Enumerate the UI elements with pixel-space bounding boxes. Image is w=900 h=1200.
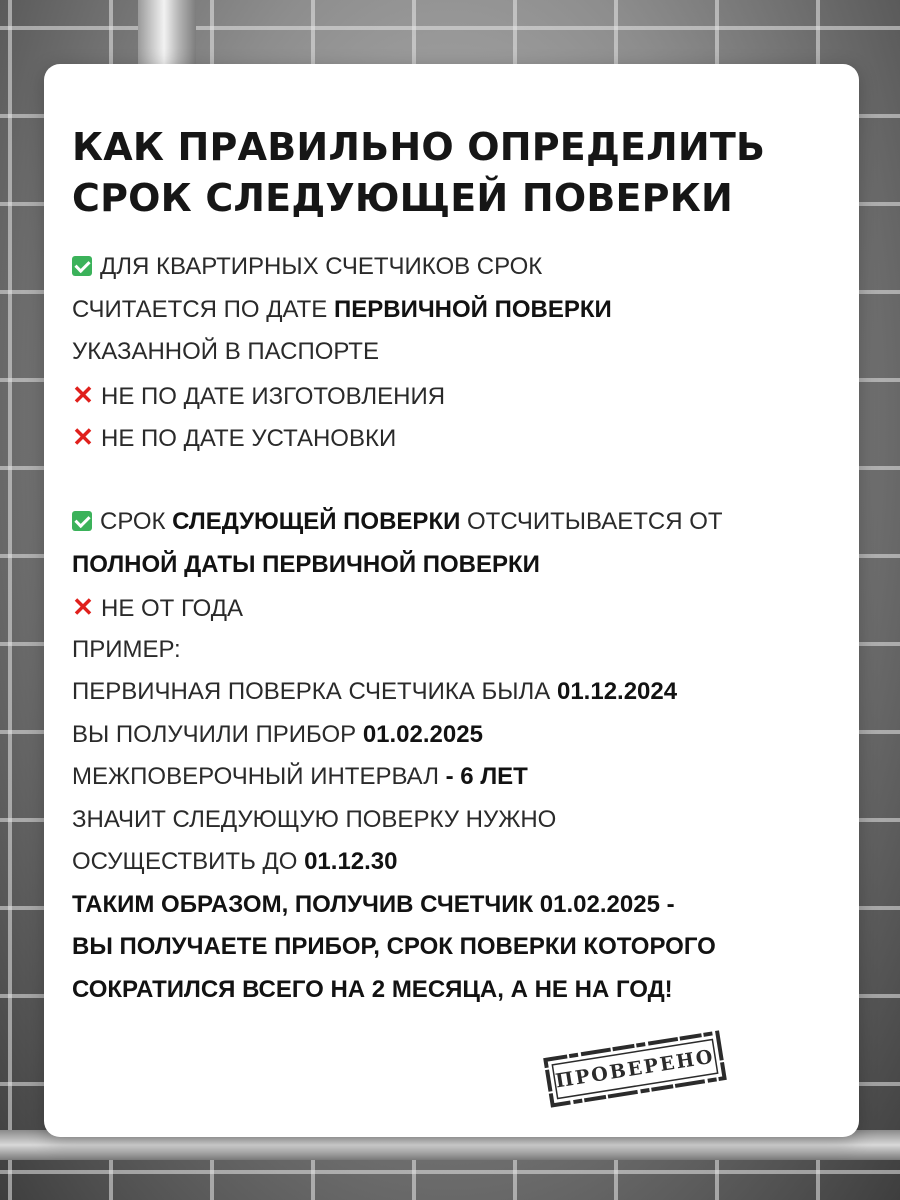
bold-segment: ПЕРВИЧНОЙ ПОВЕРКИ — [333, 295, 612, 323]
bold-segment: 01.12.2024 — [556, 678, 678, 705]
text-line: ПРИМЕР: — [72, 635, 181, 663]
text-line — [72, 586, 852, 629]
cross-icon: ✕ — [72, 422, 94, 452]
text-segment: ОТСЧИТЫВАЕТСЯ ОТ — [460, 508, 723, 535]
bold-segment: 01.02.2025 — [362, 720, 483, 748]
text-segment: ДЛЯ КВАРТИРНЫХ СЧЕТЧИКОВ СРОК — [100, 253, 543, 280]
text-segment: НЕ ОТ ГОДА — [101, 595, 244, 622]
text-line — [72, 756, 852, 799]
bold-segment: 01.12.30 — [304, 848, 398, 875]
check-icon — [72, 511, 92, 531]
title-line-1: КАК ПРАВИЛЬНО ОПРЕДЕЛИТЬ — [72, 125, 766, 169]
text-line: УКАЗАННОЙ В ПАСПОРТЕ — [72, 338, 379, 365]
bold-segment: СЛЕДУЮЩЕЙ ПОВЕРКИ — [172, 508, 461, 535]
text-line — [72, 671, 852, 714]
text-line: ЗНАЧИТ СЛЕДУЮЩУЮ ПОВЕРКУ НУЖНО — [72, 805, 557, 833]
text-line — [72, 501, 852, 544]
text-line: ТАКИМ ОБРАЗОМ, ПОЛУЧИВ СЧЕТЧИК 01.02.2025 - — [72, 890, 675, 918]
text-segment: СЧИТАЕТСЯ ПО ДАТЕ — [72, 295, 334, 323]
text-segment: ВЫ ПОЛУЧИЛИ ПРИБОР — [72, 720, 363, 748]
text-segment: ОСУЩЕСТВИТЬ ДО — [72, 848, 305, 875]
text-segment: ПЕРВИЧНАЯ ПОВЕРКА СЧЕТЧИКА БЫЛА — [72, 678, 557, 705]
cross-icon: ✕ — [72, 379, 94, 410]
text-segment: СРОК — [100, 508, 173, 535]
text-segment: НЕ ПО ДАТЕ ИЗГОТОВЛЕНИЯ — [101, 382, 446, 410]
pipe-decoration — [138, 0, 196, 70]
text-line: СОКРАТИЛСЯ ВСЕГО НА 2 МЕСЯЦА, А НЕ НА ГОД! — [72, 975, 673, 1003]
text-segment: НЕ ПО ДАТЕ УСТАНОВКИ — [101, 425, 397, 452]
cross-icon: ✕ — [72, 592, 94, 622]
text-line — [72, 374, 852, 417]
text-line — [72, 246, 852, 289]
title-line-2: СРОК СЛЕДУЮЩЕЙ ПОВЕРКИ — [72, 176, 733, 220]
text-line — [72, 714, 852, 757]
text-line — [72, 841, 852, 884]
check-icon — [72, 256, 92, 276]
text-segment: МЕЖПОВЕРОЧНЫЙ ИНТЕРВАЛ — [72, 763, 446, 790]
stamp-text: ПРОВЕРЕНО — [553, 1045, 717, 1093]
text-line — [72, 416, 852, 459]
text-line — [72, 289, 852, 332]
page-title — [72, 122, 852, 224]
content-lines — [72, 246, 852, 1011]
text-line: ПОЛНОЙ ДАТЫ ПЕРВИЧНОЙ ПОВЕРКИ — [72, 550, 540, 578]
bold-segment: - 6 ЛЕТ — [445, 763, 528, 790]
spacer — [72, 459, 852, 502]
text-line: ВЫ ПОЛУЧАЕТЕ ПРИБОР, СРОК ПОВЕРКИ КОТОРОГО — [72, 933, 716, 960]
